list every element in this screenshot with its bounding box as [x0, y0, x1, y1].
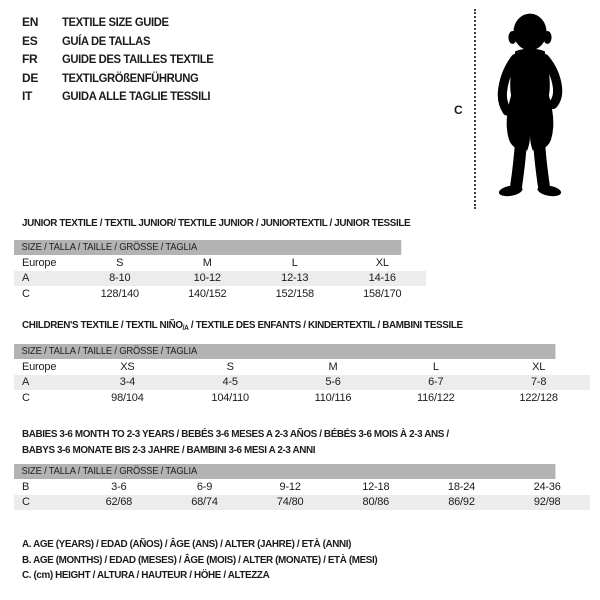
babies-title-line1: BABIES 3-6 MONTH TO 2-3 YEARS / BEBÉS 3-6 MESES A 2-3 AÑOS / BÉBÉS 3-6 MOIS À 2-3 ANS /	[22, 428, 449, 440]
children-title-part1: CHILDREN'S TEXTILE / TEXTIL NIÑO	[22, 319, 183, 331]
babies-size-table	[14, 464, 590, 510]
size-cell: M	[202, 256, 212, 269]
language-guide	[22, 13, 223, 106]
language-row-it	[22, 87, 223, 106]
row-label: A	[22, 272, 30, 285]
height-cell: 80/86	[362, 496, 390, 509]
junior-table-title: JUNIOR TEXTILE / TEXTIL JUNIOR/ TEXTILE JUNIOR / JUNIORTEXTIL / JUNIOR TESSILE	[22, 217, 411, 229]
footnote-age-years: A. AGE (YEARS) / EDAD (AÑOS) / ÂGE (ANS) / ALTER (JAHRE) / ETÀ (ANNI)	[22, 538, 352, 550]
babies-row-age	[14, 479, 590, 495]
row-label: B	[22, 480, 30, 493]
height-cell: 116/122	[417, 391, 455, 404]
babies-row-height	[14, 495, 590, 511]
age-cell: 6-7	[428, 376, 444, 389]
age-cell: 8-10	[109, 272, 131, 285]
children-title-part2: / TEXTILE DES ENFANTS / KINDERTEXTIL / BAMBINI TESSILE	[188, 319, 463, 331]
language-code: FR	[22, 52, 38, 67]
row-label: C	[22, 287, 30, 300]
language-label: GUIDE DES TAILLES TEXTILE	[62, 52, 214, 67]
row-label: C	[22, 391, 30, 404]
size-cell: S	[226, 360, 234, 373]
language-code: IT	[22, 89, 33, 104]
size-cell: M	[328, 360, 338, 373]
size-cell: L	[432, 360, 439, 373]
children-row-europe	[14, 359, 590, 375]
age-cell: 4-5	[222, 376, 238, 389]
size-cell: XL	[532, 360, 546, 373]
language-label: GUÍA DE TALLAS	[62, 33, 151, 48]
children-title-sub: /A	[182, 325, 189, 332]
height-cell: 104/110	[211, 391, 249, 404]
language-row-en	[22, 13, 223, 32]
height-cell: 98/104	[111, 391, 144, 404]
junior-row-height	[14, 286, 426, 302]
junior-size-table	[14, 240, 426, 302]
size-cell: XL	[375, 256, 389, 269]
height-measure-line	[474, 9, 476, 209]
age-cell: 10-12	[193, 272, 221, 285]
language-row-de	[22, 69, 223, 88]
babies-table-title	[22, 426, 476, 458]
babies-title-line2: BABYS 3-6 MONATE BIS 2-3 JAHRE / BAMBINI 3-6 MESI A 2-3 ANNI	[22, 444, 316, 456]
age-cell: 24-36	[533, 480, 561, 493]
babies-size-header-band: SIZE / TALLA / TAILLE / GRÖSSE / TAGLIA	[14, 464, 555, 479]
footnote-height: C. (cm) HEIGHT / ALTURA / HAUTEUR / HÖHE / ALTEZZA	[22, 569, 270, 581]
height-cell: 158/170	[363, 287, 402, 300]
age-cell: 12-13	[281, 272, 309, 285]
row-label: Europe	[22, 360, 57, 373]
children-row-age	[14, 375, 590, 391]
language-label: GUIDA ALLE TAGLIE TESSILI	[62, 89, 211, 104]
age-cell: 3-6	[111, 480, 127, 493]
size-cell: S	[116, 256, 124, 269]
age-cell: 3-4	[119, 376, 136, 389]
children-row-height	[14, 390, 590, 406]
height-cell: 62/68	[105, 496, 133, 509]
height-cell: 74/80	[276, 496, 304, 509]
language-label: TEXTILE SIZE GUIDE	[62, 15, 169, 30]
footnote-age-months: B. AGE (MONTHS) / EDAD (MESES) / ÂGE (MOIS) / ALTER (MONATE) / ETÀ (MESI)	[22, 553, 378, 566]
height-cell: 152/158	[275, 287, 314, 300]
language-code: EN	[22, 15, 39, 30]
junior-row-europe	[14, 255, 426, 271]
age-cell: 9-12	[279, 480, 301, 493]
language-row-es	[22, 32, 223, 51]
height-cell: 140/152	[188, 287, 227, 300]
size-cell: XS	[120, 360, 135, 373]
height-cell: 86/92	[448, 496, 475, 509]
toddler-silhouette	[484, 9, 576, 211]
age-cell: 6-9	[196, 480, 213, 493]
language-row-fr	[22, 50, 223, 69]
size-cell: L	[291, 256, 298, 269]
children-table-title	[22, 319, 463, 332]
age-cell: 14-16	[368, 272, 396, 285]
junior-size-header-band: SIZE / TALLA / TAILLE / GRÖSSE / TAGLIA	[14, 240, 401, 255]
row-label: C	[22, 496, 30, 509]
height-cell: 110/116	[314, 391, 352, 404]
language-label: TEXTILGRÖßENFÜHRUNG	[62, 70, 199, 85]
height-cell: 92/98	[533, 496, 561, 509]
age-cell: 7-8	[530, 376, 547, 389]
children-size-table	[14, 344, 590, 406]
height-cell: 128/140	[100, 287, 139, 300]
junior-row-age	[14, 271, 426, 287]
height-cell: 68/74	[191, 496, 218, 509]
footnotes	[22, 537, 400, 584]
height-measure-label: C	[454, 103, 463, 117]
age-cell: 12-18	[362, 480, 390, 493]
figure-area	[448, 6, 588, 212]
language-code: ES	[22, 33, 38, 48]
row-label: Europe	[22, 256, 57, 269]
language-code: DE	[22, 70, 39, 85]
height-cell: 122/128	[519, 391, 558, 404]
age-cell: 18-24	[447, 480, 476, 493]
row-label: A	[22, 376, 30, 389]
age-cell: 5-6	[325, 376, 341, 389]
children-size-header-band: SIZE / TALLA / TAILLE / GRÖSSE / TAGLIA	[14, 344, 555, 359]
